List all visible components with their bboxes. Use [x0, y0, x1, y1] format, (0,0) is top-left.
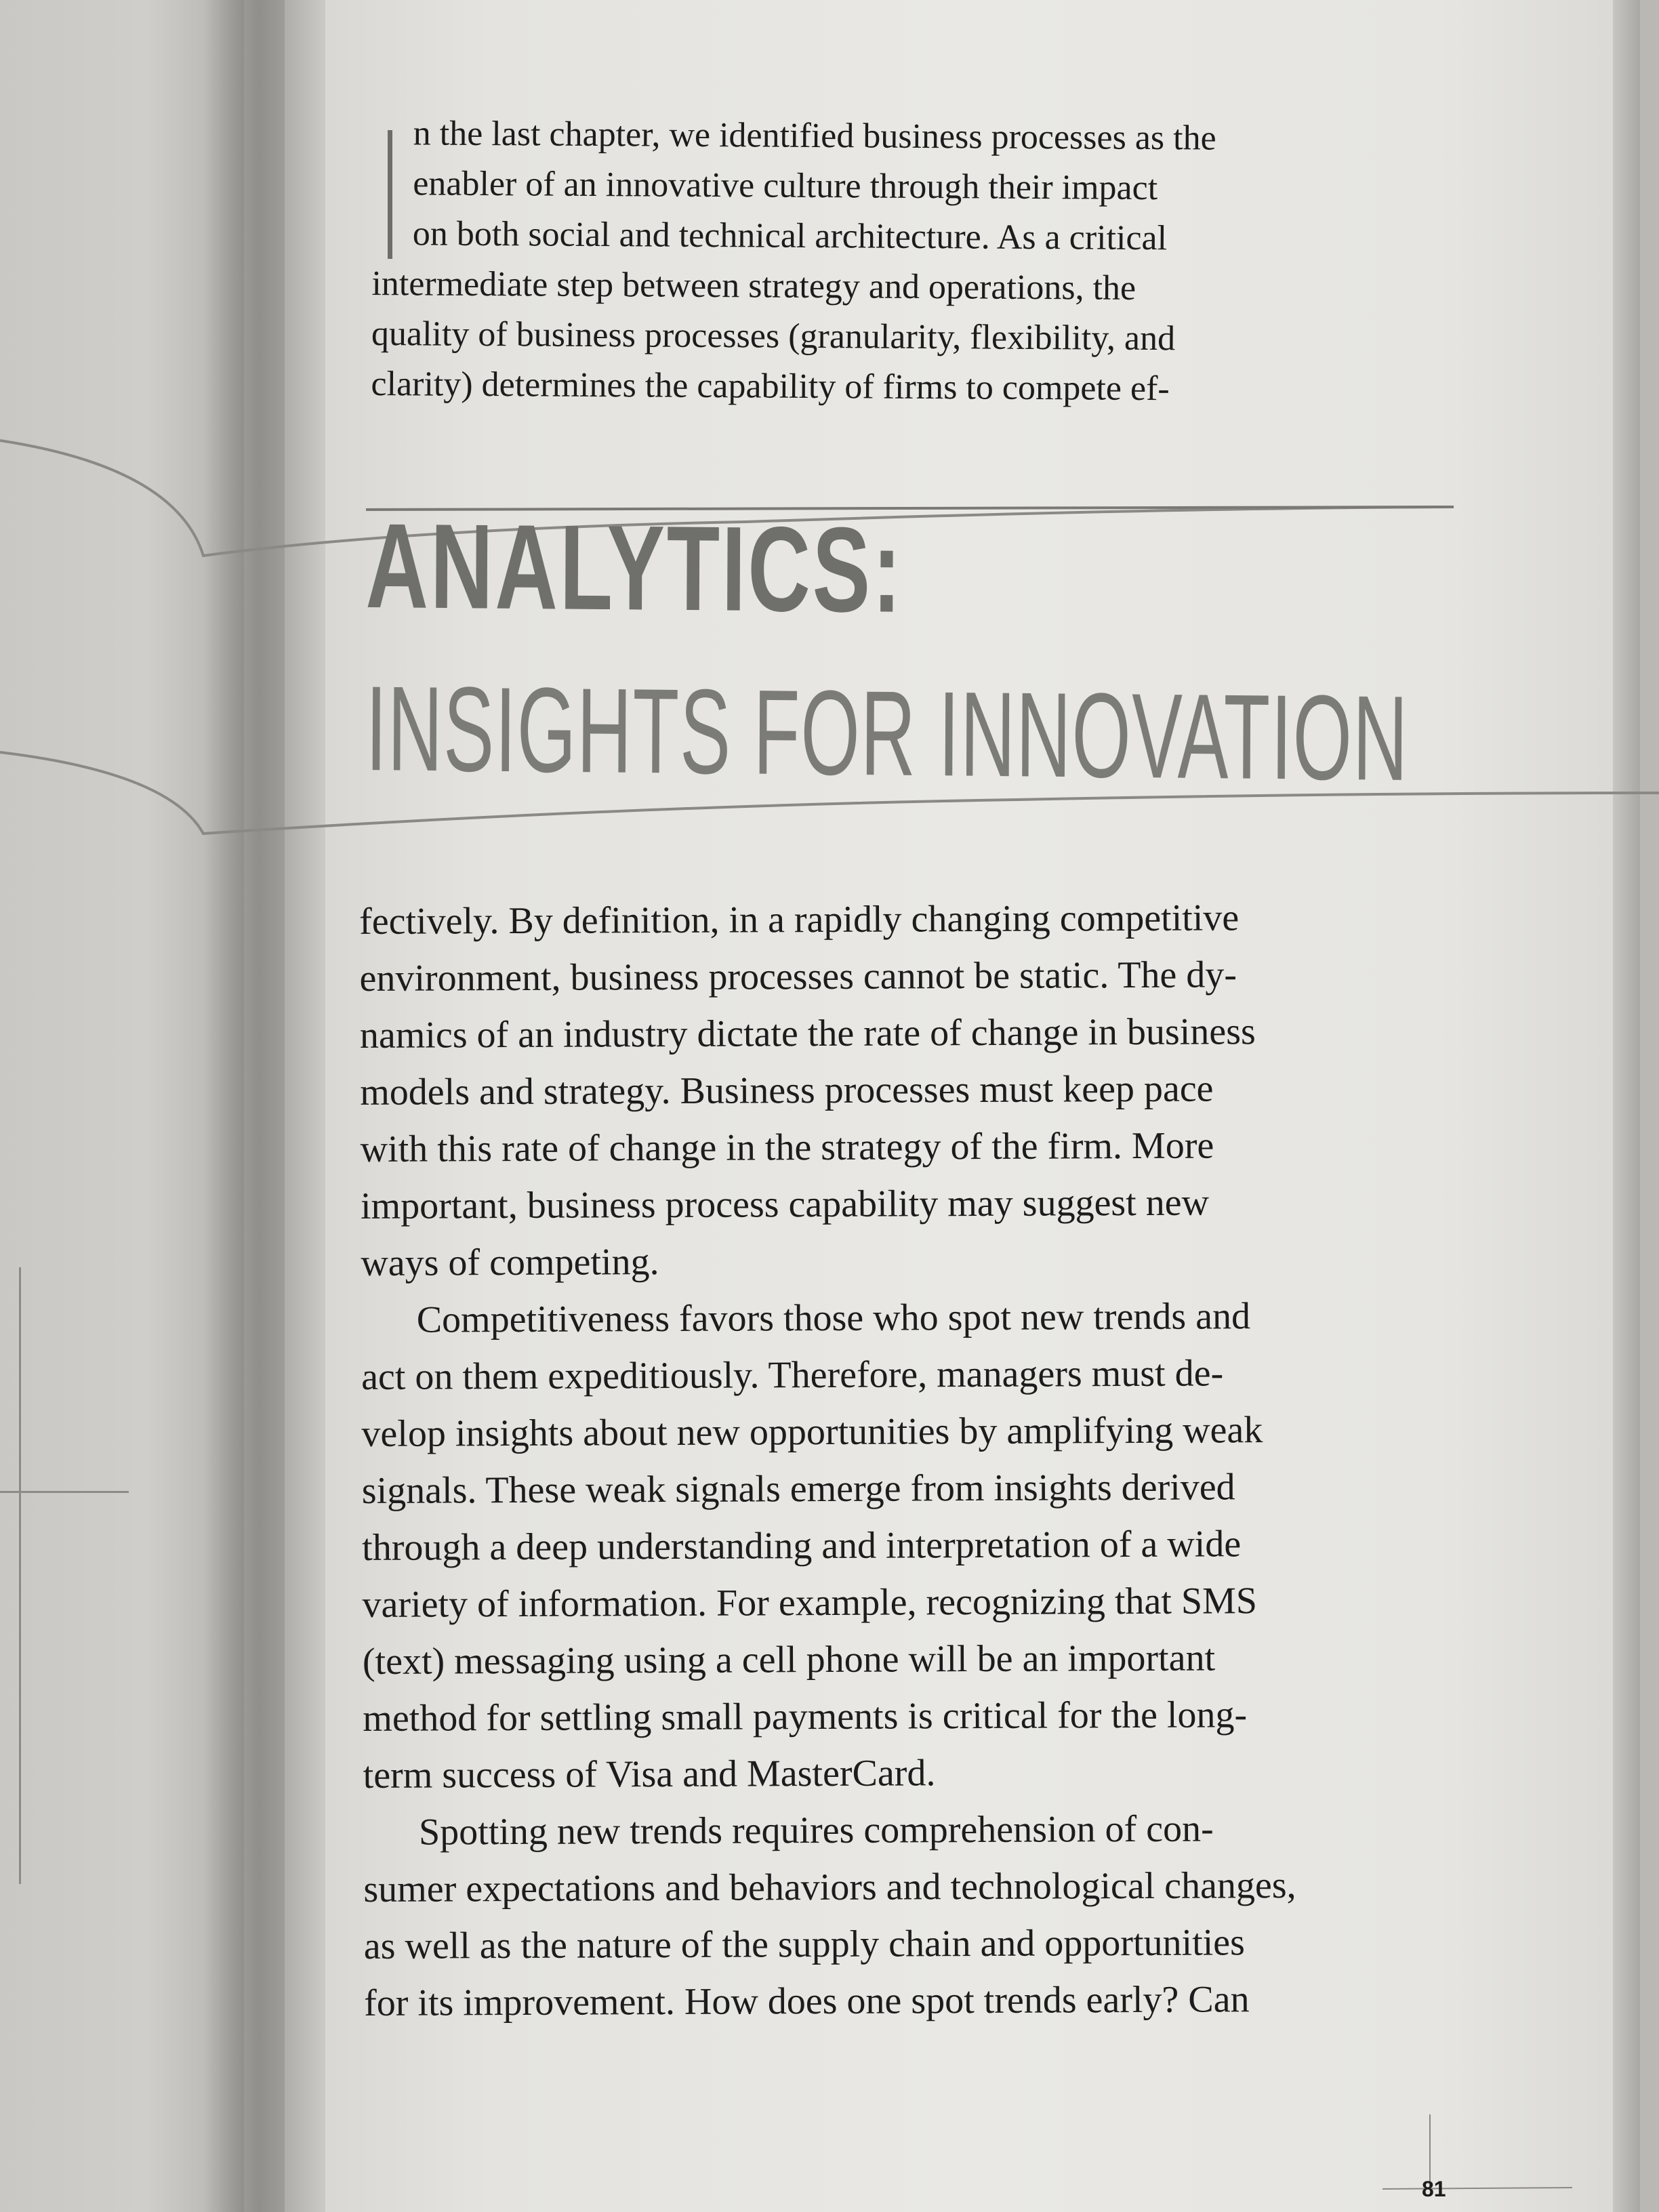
body-line: ways of competing.	[361, 1241, 659, 1284]
body-line: as well as the nature of the supply chain and opportunities	[363, 1921, 1246, 1967]
chapter-subtitle: INSIGHTS FOR INNOVATION	[365, 661, 1409, 806]
body-line: fectively. By definition, in a rapidly changing competitive	[359, 897, 1240, 943]
body-line: important, business process capability may suggest new	[360, 1181, 1210, 1227]
body-line: term success of Visa and MasterCard.	[363, 1752, 936, 1797]
intro-line: enabler of an innovative culture through their impact	[413, 164, 1158, 208]
body-line: Competitiveness favors those who spot new trends and	[416, 1295, 1251, 1341]
chapter-title: ANALYTICS:	[365, 498, 904, 638]
body-line: for its improvement. How does one spot trends early? Can	[364, 1978, 1250, 2024]
intro-line: quality of business processes (granularity, flexibility, and	[371, 314, 1176, 359]
intro-paragraph	[371, 108, 1216, 415]
intro-line: intermediate step between strategy and operations, the	[371, 264, 1136, 308]
body-line: (text) messaging using a cell phone will be an important	[362, 1637, 1216, 1683]
body-line: Spotting new trends requires comprehension of con-	[418, 1807, 1214, 1853]
intro-line: n the last chapter, we identified business processes as the	[413, 114, 1216, 158]
body-line: act on them expeditiously. Therefore, managers must de-	[361, 1352, 1224, 1398]
body-text	[359, 889, 1297, 2032]
intro-line: on both social and technical architecture. As a critical	[412, 214, 1168, 258]
body-line: namics of an industry dictate the rate of change in business	[359, 1010, 1256, 1057]
page-number-rule	[1382, 2188, 1572, 2189]
body-line: through a deep understanding and interpretation of a wide	[362, 1523, 1242, 1569]
page-number: 81	[1422, 2177, 1446, 2201]
body-line: signals. These weak signals emerge from insights derived	[361, 1466, 1235, 1512]
body-line: method for settling small payments is critical for the long-	[363, 1694, 1248, 1740]
body-line: models and strategy. Business processes must keep pace	[360, 1067, 1214, 1113]
body-line: with this rate of change in the strategy of the firm. More	[360, 1124, 1214, 1170]
body-line: velop insights about new opportunities by amplifying weak	[361, 1409, 1263, 1455]
body-line: variety of information. For example, recognizing that SMS	[362, 1580, 1258, 1626]
intro-line: clarity) determines the capability of firms to compete ef-	[371, 364, 1170, 409]
body-line: sumer expectations and behaviors and technological changes,	[363, 1864, 1296, 1910]
body-line: environment, business processes cannot be static. The dy-	[359, 954, 1237, 1000]
